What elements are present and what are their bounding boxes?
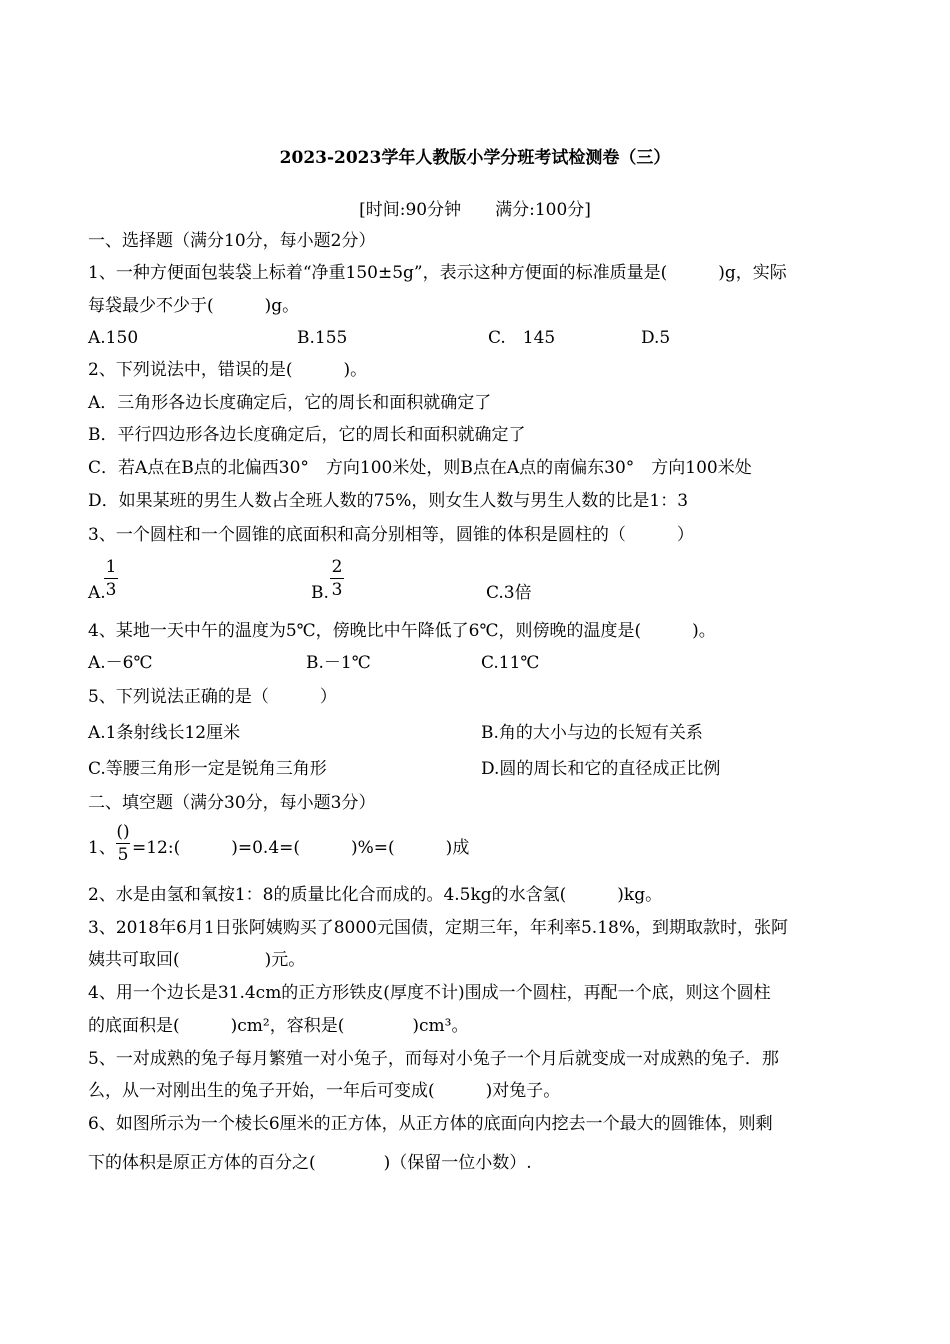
s1-q5-option-d: D.圆的周长和它的直径成正比例	[481, 759, 721, 779]
s1-q2-option-c: C．若A点在B点的北偏西30° 方向100米处，则B点在A点的南偏东30° 方向100米处	[88, 458, 752, 478]
fraction-bar	[330, 578, 344, 579]
s1-q1-option-d: D.5	[641, 328, 671, 348]
fraction-denominator: 3	[331, 580, 343, 600]
s1-q1-option-b: B.155	[297, 328, 348, 348]
s2-q4-line1: 4、用一个边长是31.4cm的正方形铁皮(厚度不计)围成一个圆柱，再配一个底，则这个圆柱	[88, 983, 771, 1003]
s1-q1-line2: 每袋最少不少于( )g。	[88, 296, 300, 316]
s1-q1-line1: 1、一种方便面包装袋上标着“净重150±5g”，表示这种方便面的标准质量是( )g，实际	[88, 263, 787, 283]
fraction-numerator: 1	[105, 557, 117, 577]
s2-q5-line1: 5、一对成熟的兔子每月繁殖一对小兔子，而每对小兔子一个月后就变成一对成熟的兔子．那	[88, 1049, 779, 1069]
s1-q3-option-a-prefix: A.	[88, 583, 106, 603]
s1-q4-option-c: C.11℃	[481, 653, 540, 673]
s1-q4-option-a: A.－6℃	[88, 653, 153, 673]
s1-q3-option-b-prefix: B.	[311, 583, 329, 603]
s2-q1-fraction	[116, 823, 130, 864]
s2-q1-prefix: 1、	[88, 838, 116, 858]
s2-q2: 2、水是由氢和氧按1：8的质量比化合而成的。4.5kg的水含氢( )kg。	[88, 885, 663, 905]
s1-q4-option-b: B.－1℃	[306, 653, 371, 673]
s2-q6-line2: 下的体积是原正方体的百分之( )（保留一位小数）.	[88, 1153, 532, 1173]
fraction-bar	[104, 578, 118, 579]
s2-q4-line2: 的底面积是( )cm²，容积是( )cm³。	[88, 1016, 469, 1036]
section1-heading: 一、选择题（满分10分，每小题2分）	[88, 231, 376, 251]
section2-heading: 二、填空题（满分30分，每小题3分）	[88, 793, 376, 813]
s1-q3-stem: 3、一个圆柱和一个圆锥的底面积和高分别相等，圆锥的体积是圆柱的（ ）	[88, 525, 694, 545]
s2-q5-line2: 么，从一对刚出生的兔子开始，一年后可变成( )对兔子。	[88, 1081, 561, 1101]
fraction-numerator: 2	[331, 557, 343, 577]
s1-q2-option-a: A．三角形各边长度确定后，它的周长和面积就确定了	[88, 393, 492, 413]
s1-q5-option-c: C.等腰三角形一定是锐角三角形	[88, 759, 327, 779]
s2-q6-line1: 6、如图所示为一个棱长6厘米的正方体，从正方体的底面向内挖去一个最大的圆锥体，则剩	[88, 1114, 773, 1134]
s2-q3-line2: 姨共可取回( )元。	[88, 950, 306, 970]
s1-q4-stem: 4、某地一天中午的温度为5℃，傍晚比中午降低了6℃，则傍晚的温度是( )。	[88, 621, 716, 641]
fraction-denominator: 5	[117, 845, 129, 865]
s1-q3-option-a-fraction	[104, 558, 118, 599]
s1-q2-option-d: D．如果某班的男生人数占全班人数的75%，则女生人数与男生人数的比是1：3	[88, 491, 689, 511]
fraction-numerator: ()	[116, 822, 130, 842]
page-title: 2023-2023学年人教版小学分班考试检测卷（三）	[279, 148, 671, 168]
s1-q3-option-b-fraction	[330, 558, 344, 599]
s2-q1-rest: =12:( )=0.4=( )%=( )成	[132, 838, 470, 858]
s1-q2-option-b: B．平行四边形各边长度确定后，它的周长和面积就确定了	[88, 425, 526, 445]
s1-q5-option-a: A.1条射线长12厘米	[88, 723, 241, 743]
s1-q5-stem: 5、下列说法正确的是（ ）	[88, 687, 337, 707]
s1-q5-option-b: B.角的大小与边的长短有关系	[481, 723, 703, 743]
s2-q3-line1: 3、2018年6月1日张阿姨购买了8000元国债，定期三年，年利率5.18%，到期取款时，张阿	[88, 918, 788, 938]
fraction-bar	[116, 843, 130, 844]
s1-q1-option-c: C. 145	[488, 328, 556, 348]
exam-info: [时间:90分钟 满分:100分]	[359, 200, 591, 220]
s1-q2-stem: 2、下列说法中，错误的是( )。	[88, 360, 368, 380]
fraction-denominator: 3	[105, 580, 117, 600]
s1-q1-option-a: A.150	[88, 328, 139, 348]
s1-q3-option-c: C.3倍	[486, 583, 532, 603]
